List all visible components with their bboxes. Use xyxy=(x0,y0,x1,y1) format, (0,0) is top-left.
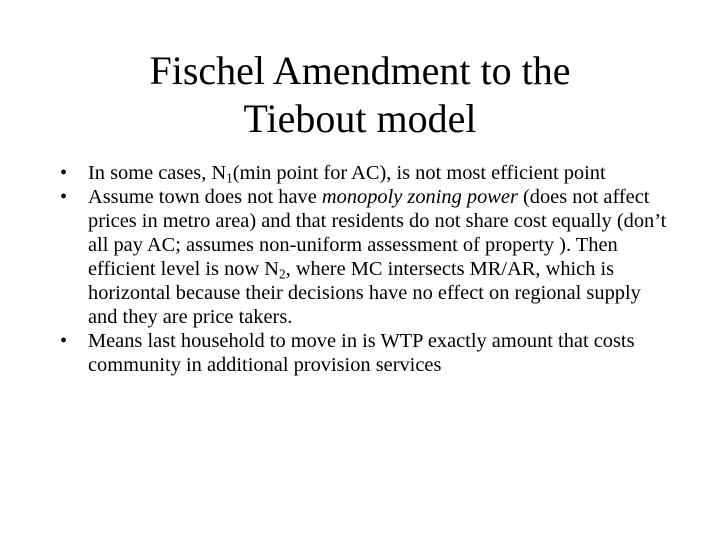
bullet-item-2 xyxy=(60,185,668,329)
bullet-2-text-c: , where MC intersects MR/AR, which is horizontal because their decisions have no effect on regional supply and they are price takers. xyxy=(88,258,641,328)
bullet-list xyxy=(60,161,668,377)
slide-title-line-2: Tiebout model xyxy=(243,96,477,141)
bullet-2-text-b: (does not affect prices in metro area) and that residents do not share cost equally (don’t all pay AC; assumes non-uniform assessment of property ). Then efficient level is now N xyxy=(88,186,667,280)
bullet-3-text-a: Means last household to move in is WTP exactly amount that costs community in additional provision services xyxy=(88,330,635,376)
bullet-2-text-a: Assume town does not have xyxy=(88,186,322,208)
slide-title-line-1: Fischel Amendment to the xyxy=(149,48,571,93)
bullet-1-subscript: 1 xyxy=(226,170,233,186)
bullet-1-text-a: In some cases, N xyxy=(88,162,227,184)
bullet-2-subscript: 2 xyxy=(279,266,286,282)
bullet-item-3 xyxy=(60,329,668,377)
bullet-2-emphasis: monopoly zoning power xyxy=(321,186,518,208)
bullet-item-1 xyxy=(60,161,668,185)
slide-title xyxy=(60,47,660,143)
bullet-1-text-b: (min point for AC), is not most efficient point xyxy=(232,162,606,184)
